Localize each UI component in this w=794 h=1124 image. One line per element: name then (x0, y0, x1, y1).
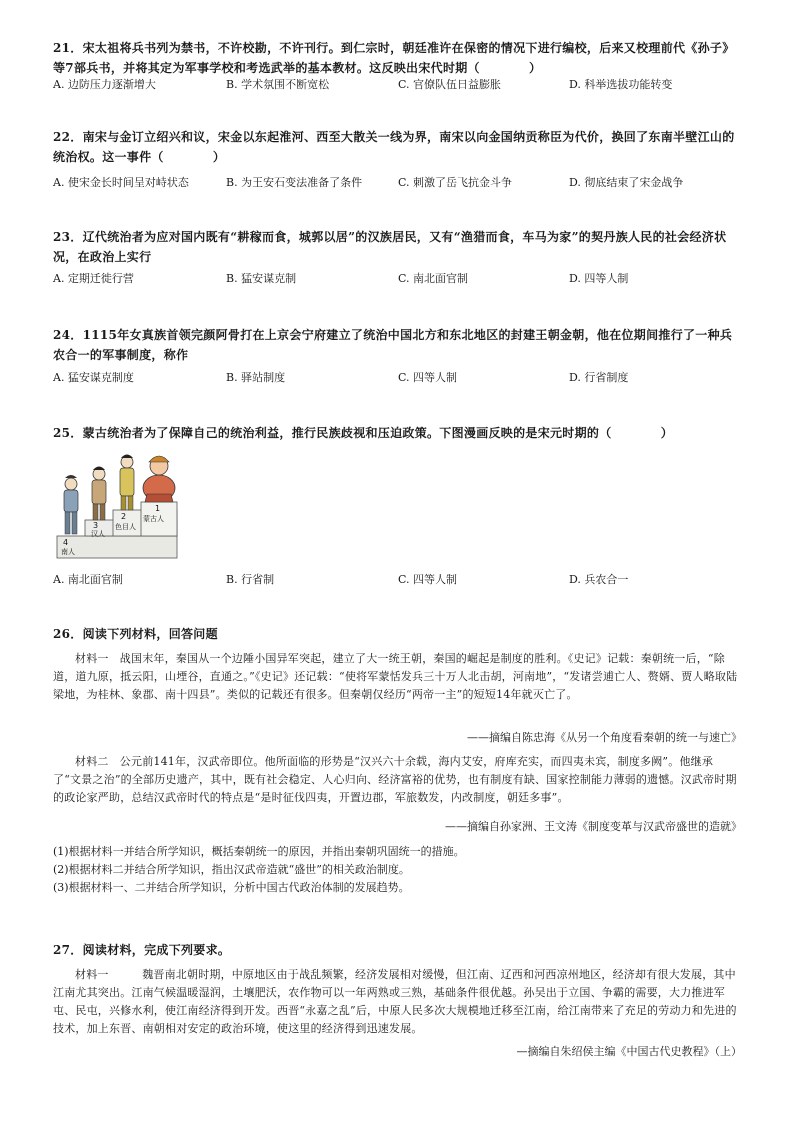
q26-subquestion-2: (2)根据材料二并结合所学知识，指出汉武帝造就“盛世”的相关政治制度。 (53, 863, 410, 876)
step-2-number: 2 (121, 512, 127, 521)
q26-material-2-source: ——摘编自孙家洲、王文涛《制度变革与汉武帝盛世的造就》 (445, 820, 742, 833)
q21-stem: 21．宋太祖将兵书列为禁书，不许校勘，不许刊行。到仁宗时，朝廷准许在保密的情况下进行编校，后来又校理前代《孙子》等7部兵书，并将其定为军事学校和考选武举的基本教材。这反映出宋代时期（ ） (53, 41, 735, 75)
q23-option-d[interactable]: D. 四等人制 (569, 272, 629, 285)
q27-title: 27．阅读材料，完成下列要求。 (53, 943, 231, 957)
figure-mengguren (143, 456, 175, 502)
q26-title: 26．阅读下列材料，回答问题 (53, 627, 218, 641)
q23-option-c[interactable]: C. 南北面官制 (398, 272, 469, 285)
step-1-label: 蒙古人 (143, 515, 164, 523)
q22-option-c[interactable]: C. 刺激了岳飞抗金斗争 (398, 176, 513, 189)
figure-nanren (64, 475, 78, 534)
q25-option-a[interactable]: A. 南北面官制 (53, 573, 123, 586)
q21-option-c[interactable]: C. 官僚队伍日益膨胀 (398, 78, 502, 91)
q24-option-c[interactable]: C. 四等人制 (398, 371, 458, 384)
q25-option-d[interactable]: D. 兵农合一 (569, 573, 629, 586)
q23-option-b[interactable]: B. 猛安谋克制 (226, 272, 297, 285)
q24-stem: 24．1115年女真族首领完颜阿骨打在上京会宁府建立了统治中国北方和东北地区的封建王朝金朝，他在位期间推行了一种兵农合一的军事制度，称作 (53, 328, 733, 362)
q26-subquestion-3: (3)根据材料一、二并结合所学知识，分析中国古代政治体制的发展趋势。 (53, 881, 410, 894)
step-4-label: 南人 (61, 548, 75, 556)
q21-option-b[interactable]: B. 学术氛围不断宽松 (226, 78, 330, 91)
q23-stem: 23．辽代统治者为应对国内既有“耕稼而食，城郭以居”的汉族居民，又有“渔猎而食，车马为家”的契丹族人民的社会经济状况，在政治上实行 (53, 230, 727, 264)
q26-subquestion-1: (1)根据材料一并结合所学知识，概括秦朝统一的原因，并指出秦朝巩固统一的措施。 (53, 845, 465, 858)
q27-material-1: 材料一 魏晋南北朝时期，中原地区由于战乱频繁，经济发展相对缓慢，但江南、辽西和河西凉州地区，经济却有很大发展，其中江南尤其突出。江南气候温暖湿润，土壤肥沃，农作物可以一年两熟或三熟，基础条件很优越。孙吴出于立国、争霸的需要，大力推进军屯、民屯，兴修水利，使江南经济得到开发。西晋“永嘉之乱”后，中原人民多次大规模地迁移至江南，给江南带来了充足的劳动力和先进的技术，加上东晋、南朝相对安定的政治环境，使这里的经济得到迅速发展。 (53, 968, 737, 1035)
q23-option-a[interactable]: A. 定期迁徙行营 (53, 272, 134, 285)
q25-option-c[interactable]: C. 四等人制 (398, 573, 458, 586)
q24-option-d[interactable]: D. 行省制度 (569, 371, 629, 384)
figure-semuren (120, 455, 134, 511)
q25-cartoon-figure (55, 450, 185, 562)
step-3-label: 汉人 (91, 530, 105, 538)
q27-material-1-source: —摘编自朱绍侯主编《中国古代史教程》（上） (516, 1045, 742, 1058)
four-class-staircase-illustration (55, 450, 185, 562)
step-4 (57, 536, 177, 558)
step-1-number: 1 (155, 504, 161, 513)
q25-stem: 25．蒙古统治者为了保障自己的统治利益，推行民族歧视和压迫政策。下图漫画反映的是宋元时期的（ ） (53, 426, 674, 440)
q24-option-a[interactable]: A. 猛安谋克制度 (53, 371, 134, 384)
q22-stem: 22．南宋与金订立绍兴和议，宋金以东起淮河、西至大散关一线为界，南宋以向金国纳贡称臣为代价，换回了东南半壁江山的统治权。这一事件（ ） (53, 130, 735, 164)
figure-hanren (92, 467, 106, 521)
q22-option-d[interactable]: D. 彻底结束了宋金战争 (569, 176, 684, 189)
step-2-label: 色目人 (115, 523, 136, 531)
q25-option-b[interactable]: B. 行省制 (226, 573, 275, 586)
q22-option-a[interactable]: A. 使宋金长时间呈对峙状态 (53, 176, 189, 189)
q22-option-b[interactable]: B. 为王安石变法准备了条件 (226, 176, 363, 189)
q26-material-1: 材料一 战国末年，秦国从一个边陲小国异军突起，建立了大一统王朝，秦国的崛起是制度的胜利。《史记》记载：秦朝统一后，“除道，道九原，抵云阳，山堙谷，直通之。”《史记》还记载：“使将军蒙恬发兵三十万人北击胡，河南地”，“发诸尝逋亡人、赘婿、贾人略取陆梁地，为桂林、象郡、南十四县”。类似的记载还有很多。但秦朝仅经历“两帝一主”的短短14年就灭亡了。 (53, 652, 738, 701)
q24-option-b[interactable]: B. 驿站制度 (226, 371, 286, 384)
q21-option-a[interactable]: A. 边防压力逐渐增大 (53, 78, 156, 91)
q21-option-d[interactable]: D. 科举选拔功能转变 (569, 78, 673, 91)
q26-material-1-source: ——摘编自陈忠海《从另一个角度看秦朝的统一与速亡》 (467, 731, 742, 744)
step-4-number: 4 (63, 538, 69, 547)
q26-material-2: 材料二 公元前141年，汉武帝即位。他所面临的形势是“汉兴六十余载，海内艾安，府库充实，而四夷未宾，制度多阙”。他继承了“文景之治”的全部历史遗产，其中，既有社会稳定、人心归向、经济富裕的优势，也有制度有缺、国家控制能力薄弱的遗憾。汉武帝时期的政论家严助，总结汉武帝时代的特点是“是时征伐四夷，开置边郡，军旅数发，内改制度，朝廷多事”。 (53, 755, 737, 804)
step-3-number: 3 (93, 521, 99, 530)
